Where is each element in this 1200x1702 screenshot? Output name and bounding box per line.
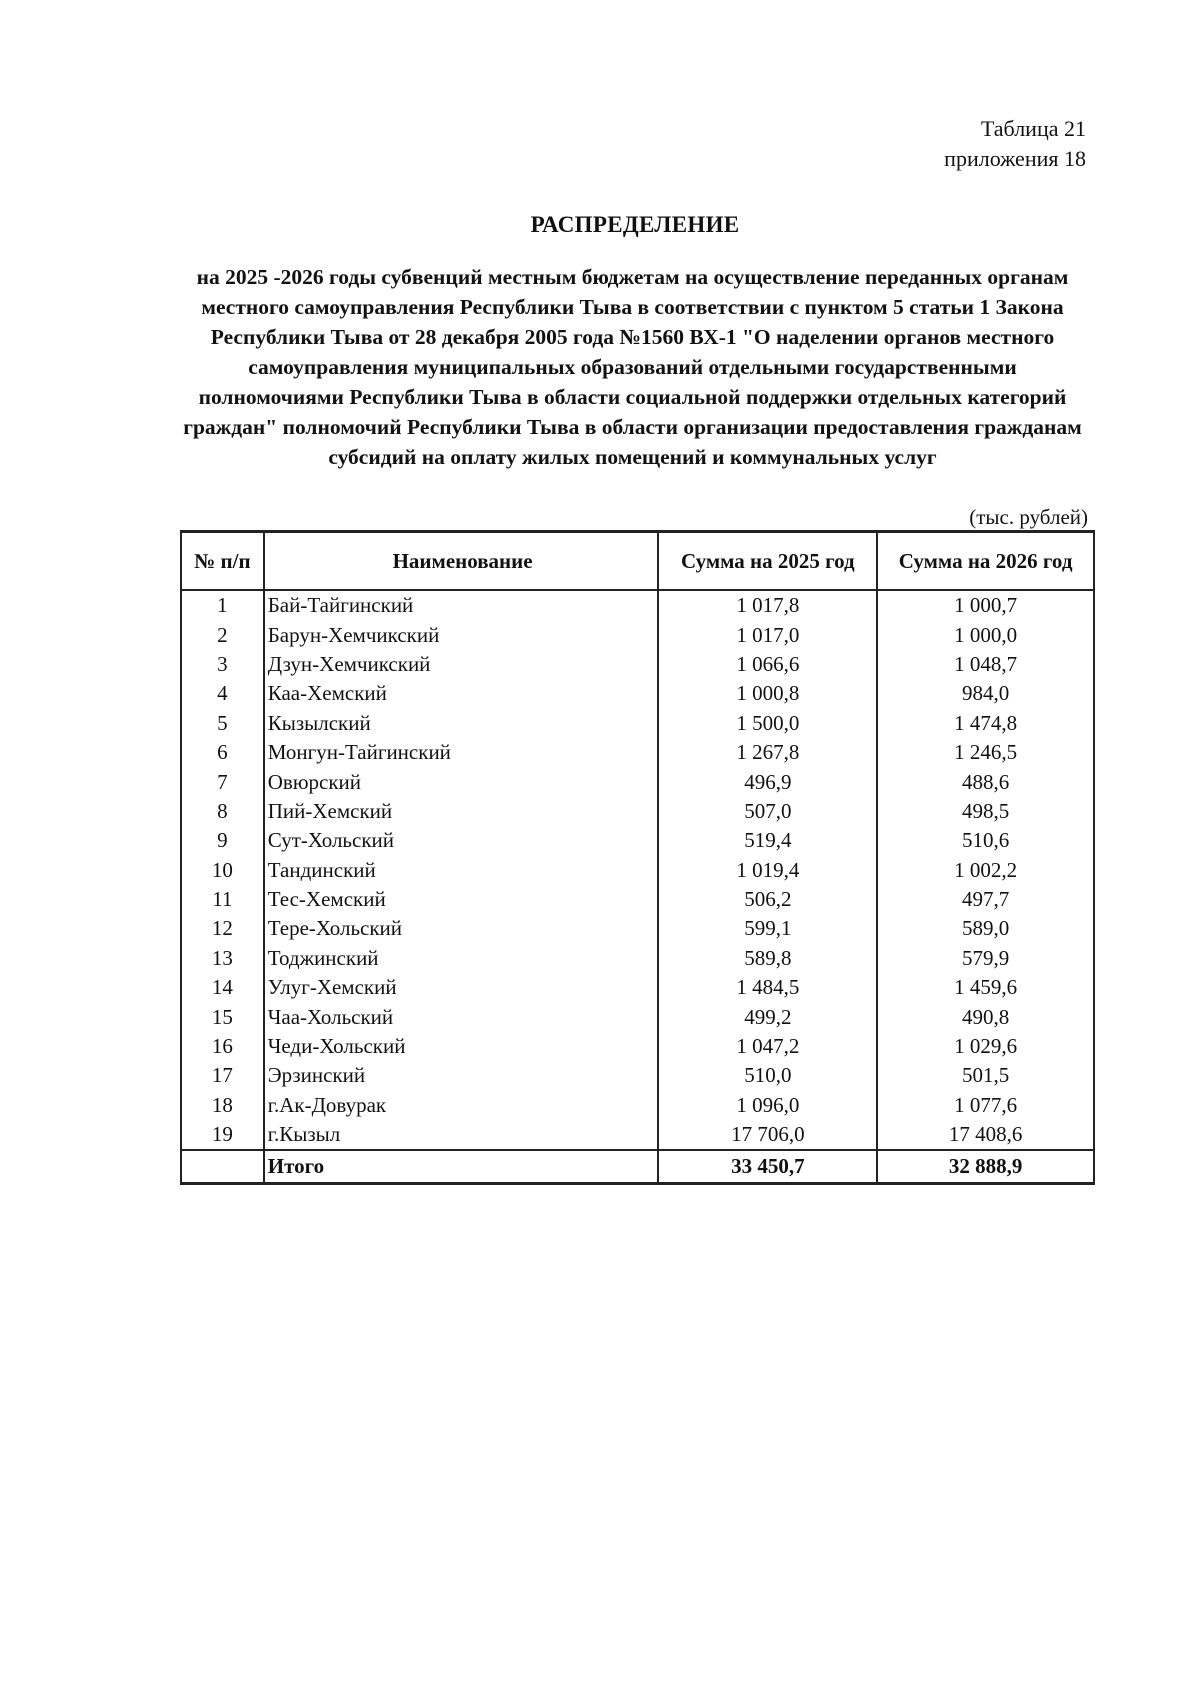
table-row (181, 590, 1094, 620)
cell-sum-2025: 1 096,0 (658, 1091, 877, 1120)
table-body (181, 590, 1094, 1184)
cell-number: 18 (181, 1091, 264, 1120)
cell-number: 12 (181, 914, 264, 943)
table-header-row (181, 532, 1094, 591)
cell-number: 10 (181, 856, 264, 885)
cell-number: 16 (181, 1032, 264, 1061)
cell-sum-2026: 984,0 (877, 679, 1094, 708)
cell-sum-2026: 1 474,8 (877, 709, 1094, 738)
cell-name: Тоджинский (264, 944, 659, 973)
document-title: РАСПРЕДЕЛЕНИЕ (530, 212, 740, 237)
cell-sum-2026: 589,0 (877, 914, 1094, 943)
cell-sum-2026: 1 246,5 (877, 738, 1094, 767)
cell-name: Овюрский (264, 767, 659, 796)
cell-sum-2026: 1 000,7 (877, 590, 1094, 620)
cell-sum-2026: 1 000,0 (877, 620, 1094, 649)
table-row (181, 885, 1094, 914)
cell-sum-2026: 1 002,2 (877, 856, 1094, 885)
cell-sum-2025: 1 000,8 (658, 679, 877, 708)
cell-number: 2 (181, 620, 264, 649)
cell-sum-2026: 490,8 (877, 1002, 1094, 1031)
cell-name: Тес-Хемский (264, 885, 659, 914)
cell-number: 6 (181, 738, 264, 767)
cell-name: Улуг-Хемский (264, 973, 659, 1002)
cell-name: Бай-Тайгинский (264, 590, 659, 620)
cell-name: Барун-Хемчикский (264, 620, 659, 649)
cell-sum-2025: 507,0 (658, 797, 877, 826)
cell-sum-2026: 488,6 (877, 767, 1094, 796)
cell-number: 13 (181, 944, 264, 973)
column-header-number: № п/п (181, 532, 264, 591)
table-row (181, 973, 1094, 1002)
cell-number: 4 (181, 679, 264, 708)
table-total-row (181, 1150, 1094, 1184)
table-row (181, 738, 1094, 767)
cell-sum-2025: 589,8 (658, 944, 877, 973)
cell-name: Дзун-Хемчикский (264, 650, 659, 679)
table-row (181, 1032, 1094, 1061)
document-subtitle: на 2025 -2026 годы субвенций местным бюджетам на осуществление переданных органам местного самоуправления Республики Тыва в соответствии с пунктом 5 статьи 1 Закона Республики Тыва от 28 декабря 2005 года №1560 ВХ-1 "О наделении органов местного самоуправления муниципальных образований отдельными государственными полномочиями Республики Тыва в области социальной поддержки отдельных категорий граждан" полномочий Республики Тыва в области организации предоставления гражданам субсидий на оплату жилых помещений и коммунальных услуг (183, 265, 1082, 469)
cell-total-number (181, 1150, 264, 1184)
cell-name: Монгун-Тайгинский (264, 738, 659, 767)
cell-number: 8 (181, 797, 264, 826)
cell-sum-2026: 1 077,6 (877, 1091, 1094, 1120)
cell-number: 3 (181, 650, 264, 679)
cell-sum-2025: 1 484,5 (658, 973, 877, 1002)
cell-number: 15 (181, 1002, 264, 1031)
distribution-table (180, 530, 1095, 1185)
cell-total-2026: 32 888,9 (877, 1150, 1094, 1184)
cell-sum-2025: 519,4 (658, 826, 877, 855)
document-header-ref (944, 114, 1086, 174)
table-row (181, 856, 1094, 885)
cell-sum-2025: 510,0 (658, 1061, 877, 1090)
appendix-ref: приложения 18 (944, 146, 1086, 171)
cell-sum-2025: 1 066,6 (658, 650, 877, 679)
column-header-name: Наименование (264, 532, 659, 591)
cell-sum-2026: 498,5 (877, 797, 1094, 826)
cell-name: Каа-Хемский (264, 679, 659, 708)
column-header-sum-2025: Сумма на 2025 год (658, 532, 877, 591)
table-row (181, 620, 1094, 649)
cell-sum-2025: 1 019,4 (658, 856, 877, 885)
table-row (181, 1002, 1094, 1031)
cell-name: Чаа-Хольский (264, 1002, 659, 1031)
cell-sum-2026: 501,5 (877, 1061, 1094, 1090)
cell-sum-2025: 1 017,8 (658, 590, 877, 620)
column-header-sum-2026: Сумма на 2026 год (877, 532, 1094, 591)
cell-number: 17 (181, 1061, 264, 1090)
cell-name: Кызылский (264, 709, 659, 738)
cell-name: Чеди-Хольский (264, 1032, 659, 1061)
table-row (181, 826, 1094, 855)
unit-label: (тыс. рублей) (969, 505, 1088, 529)
cell-sum-2025: 1 047,2 (658, 1032, 877, 1061)
cell-sum-2025: 1 017,0 (658, 620, 877, 649)
cell-sum-2025: 17 706,0 (658, 1120, 877, 1150)
cell-sum-2025: 1 267,8 (658, 738, 877, 767)
table-row (181, 914, 1094, 943)
table-row (181, 1061, 1094, 1090)
cell-sum-2026: 497,7 (877, 885, 1094, 914)
cell-number: 9 (181, 826, 264, 855)
cell-name: Сут-Хольский (264, 826, 659, 855)
cell-sum-2025: 506,2 (658, 885, 877, 914)
table-row (181, 797, 1094, 826)
table-row (181, 1091, 1094, 1120)
table-row (181, 944, 1094, 973)
cell-sum-2026: 1 459,6 (877, 973, 1094, 1002)
table-row (181, 679, 1094, 708)
cell-name: Эрзинский (264, 1061, 659, 1090)
cell-total-2025: 33 450,7 (658, 1150, 877, 1184)
cell-name: г.Кызыл (264, 1120, 659, 1150)
cell-name: г.Ак-Довурак (264, 1091, 659, 1120)
cell-number: 14 (181, 973, 264, 1002)
cell-sum-2025: 496,9 (658, 767, 877, 796)
cell-number: 7 (181, 767, 264, 796)
cell-name: Тандинский (264, 856, 659, 885)
cell-sum-2026: 1 029,6 (877, 1032, 1094, 1061)
table-ref: Таблица 21 (980, 116, 1086, 141)
cell-name: Пий-Хемский (264, 797, 659, 826)
cell-sum-2026: 17 408,6 (877, 1120, 1094, 1150)
cell-number: 11 (181, 885, 264, 914)
cell-sum-2025: 1 500,0 (658, 709, 877, 738)
table-row (181, 1120, 1094, 1150)
cell-sum-2026: 1 048,7 (877, 650, 1094, 679)
cell-total-label: Итого (264, 1150, 659, 1184)
table-row (181, 650, 1094, 679)
cell-name: Тере-Хольский (264, 914, 659, 943)
table-row (181, 709, 1094, 738)
cell-sum-2025: 599,1 (658, 914, 877, 943)
table-row (181, 767, 1094, 796)
cell-sum-2026: 510,6 (877, 826, 1094, 855)
cell-number: 5 (181, 709, 264, 738)
cell-sum-2026: 579,9 (877, 944, 1094, 973)
cell-number: 1 (181, 590, 264, 620)
cell-sum-2025: 499,2 (658, 1002, 877, 1031)
cell-number: 19 (181, 1120, 264, 1150)
